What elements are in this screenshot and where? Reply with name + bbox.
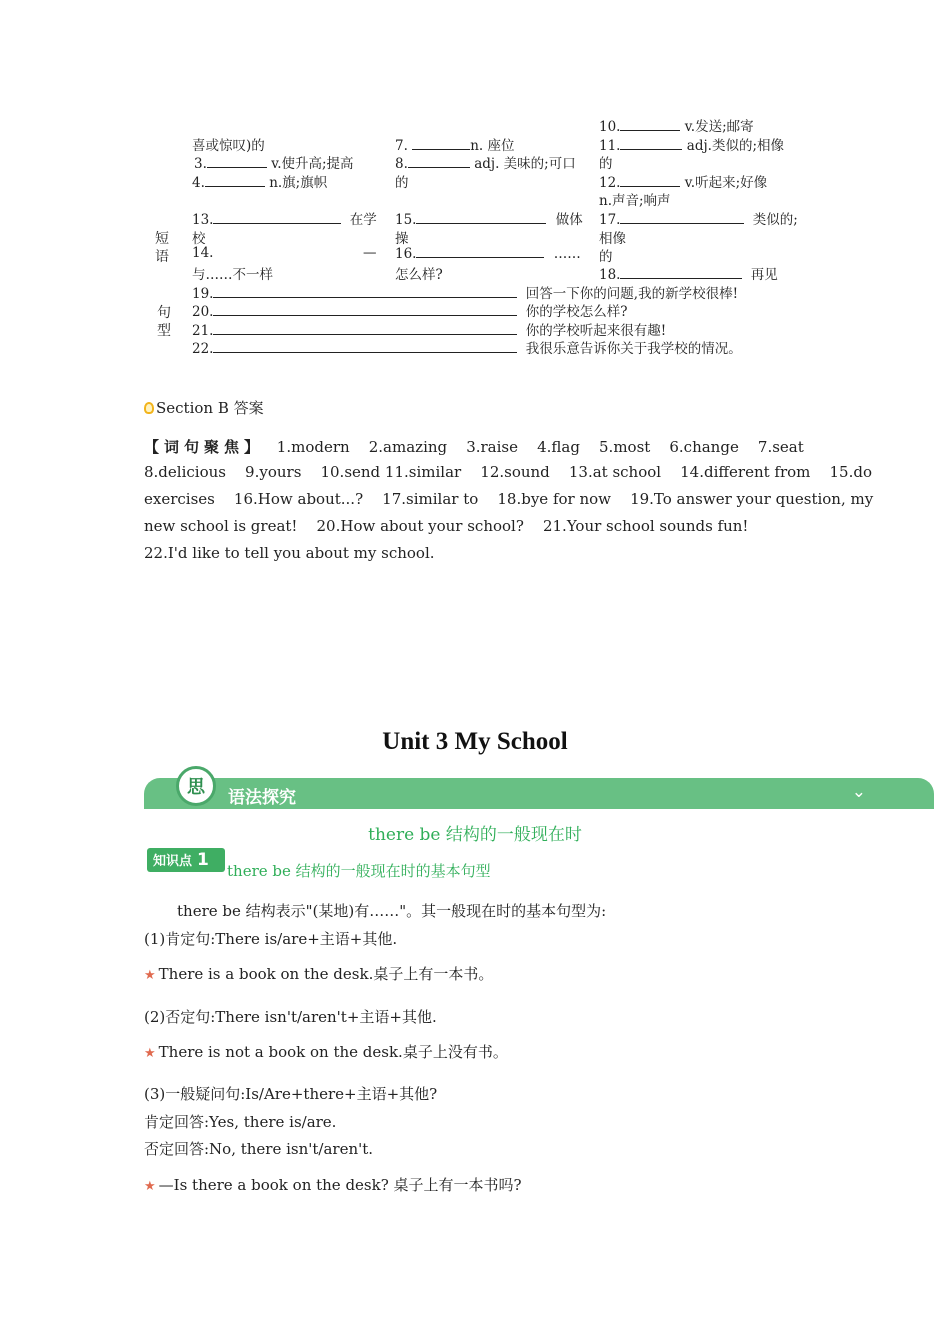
- phrase-item-15: 15. 做体: [395, 212, 583, 228]
- vocab-item-8: 8. adj. 美味的;可口: [395, 156, 576, 172]
- vocab-text: n.声音;响声: [599, 193, 671, 209]
- vocab-text: 怎么样?: [395, 267, 443, 283]
- vocab-text: 的: [395, 175, 409, 191]
- answer-blank[interactable]: [213, 303, 517, 316]
- think-badge-icon: 思: [176, 766, 216, 806]
- vocab-text: 的: [599, 249, 613, 265]
- answer-blank[interactable]: [620, 211, 744, 224]
- answer-blank[interactable]: [620, 266, 742, 279]
- vocab-text: 喜或惊叹)的: [192, 138, 265, 154]
- sentence-item-22: 22. 我很乐意告诉你关于我学校的情况。: [192, 341, 742, 357]
- vocab-item-12: 12. v.听起来;好像: [599, 175, 768, 191]
- phrase-item-18: 18. 再见: [599, 267, 778, 283]
- sentence-item-20: 20. 你的学校怎么样?: [192, 304, 628, 320]
- answer-blank[interactable]: [416, 245, 544, 258]
- star-icon: ★: [144, 1046, 156, 1061]
- answers-line-2: 8.delicious 9.yours 10.send 11.similar 12.sound 13.at school 14.different from 15.do: [144, 463, 872, 481]
- answer-blank[interactable]: [213, 285, 517, 298]
- answer-blank[interactable]: [416, 211, 546, 224]
- answer-blank[interactable]: [205, 174, 265, 187]
- pattern-affirmative: (1)肯定句:There is/are+主语+其他.: [144, 930, 398, 948]
- section-banner[interactable]: [144, 778, 934, 809]
- phrase-label: 短: [155, 231, 169, 247]
- lightbulb-icon: [144, 402, 154, 414]
- vocab-item-4: 4. n.旗;旗帜: [192, 175, 328, 191]
- sentence-label: 句: [157, 305, 171, 321]
- answer-blank[interactable]: [412, 137, 470, 150]
- answers-line-3: exercises 16.How about...? 17.similar to 18.bye for now 19.To answer your question, my: [144, 490, 874, 508]
- knowledge-point-badge: 知识点 1: [147, 848, 225, 872]
- pattern-no-answer: 否定回答:No, there isn't/aren't.: [144, 1140, 374, 1158]
- vocab-item-7: 7. n. 座位: [395, 138, 515, 154]
- star-icon: ★: [144, 1179, 156, 1194]
- vocab-text: 的: [599, 156, 613, 172]
- answer-blank[interactable]: [408, 155, 470, 168]
- phrase-item-14: 14.: [192, 245, 214, 261]
- answers-line-5: 22.I'd like to tell you about my school.: [144, 544, 435, 562]
- unit-title: Unit 3 My School: [382, 728, 568, 755]
- banner-title: 语法探究: [228, 788, 296, 808]
- answers-line-1: 【词句聚焦】 1.modern 2.amazing 3.raise 4.flag 5.most 6.change 7.seat: [144, 438, 804, 456]
- sentence-item-19: 19. 回答一下你的问题,我的新学校很棒!: [192, 286, 738, 302]
- grammar-topic: there be 结构的一般现在时: [368, 825, 582, 845]
- sentence-item-21: 21. 你的学校听起来很有趣!: [192, 323, 667, 339]
- answer-blank[interactable]: [620, 137, 682, 150]
- answers-line-4: new school is great! 20.How about your school? 21.Your school sounds fun!: [144, 517, 749, 535]
- star-icon: ★: [144, 968, 156, 983]
- chevron-down-icon[interactable]: ⌄: [851, 782, 866, 802]
- vocab-text: —: [363, 245, 377, 261]
- vocab-text: 与……不一样: [192, 267, 273, 283]
- vocab-item-11: 11. adj.类似的;相像: [599, 138, 784, 154]
- example-2: ★ There is not a book on the desk.桌子上没有书。: [144, 1043, 508, 1061]
- vocab-text: 相像: [599, 231, 626, 247]
- vocab-item-3: 3. v.使升高;提高: [194, 156, 354, 172]
- answer-blank[interactable]: [620, 174, 680, 187]
- sentence-label: 型: [157, 323, 171, 339]
- vocab-text: 校: [192, 231, 206, 247]
- vocab-item-10: 10. v.发送;邮寄: [599, 119, 754, 135]
- phrase-item-16: 16. ……: [395, 246, 581, 262]
- pattern-question: (3)一般疑问句:Is/Are+there+主语+其他?: [144, 1085, 438, 1103]
- answer-blank[interactable]: [620, 118, 680, 131]
- pattern-yes-answer: 肯定回答:Yes, there is/are.: [144, 1113, 337, 1131]
- answer-blank[interactable]: [213, 322, 517, 335]
- phrase-item-17: 17. 类似的;: [599, 212, 798, 228]
- vocab-text: 操: [395, 231, 409, 247]
- answer-blank[interactable]: [207, 155, 267, 168]
- example-3: ★ —Is there a book on the desk? 桌子上有一本书吗?: [144, 1176, 522, 1194]
- phrase-item-13: 13. 在学: [192, 212, 377, 228]
- answers-heading: Section B 答案: [144, 397, 264, 418]
- answer-blank[interactable]: [213, 340, 517, 353]
- phrase-label: 语: [155, 249, 169, 265]
- knowledge-point-title: there be 结构的一般现在时的基本句型: [227, 862, 491, 880]
- pattern-negative: (2)否定句:There isn't/aren't+主语+其他.: [144, 1008, 437, 1026]
- grammar-intro: there be 结构表示"(某地)有……"。其一般现在时的基本句型为:: [177, 902, 607, 920]
- answer-blank[interactable]: [213, 211, 341, 224]
- example-1: ★ There is a book on the desk.桌子上有一本书。: [144, 965, 494, 983]
